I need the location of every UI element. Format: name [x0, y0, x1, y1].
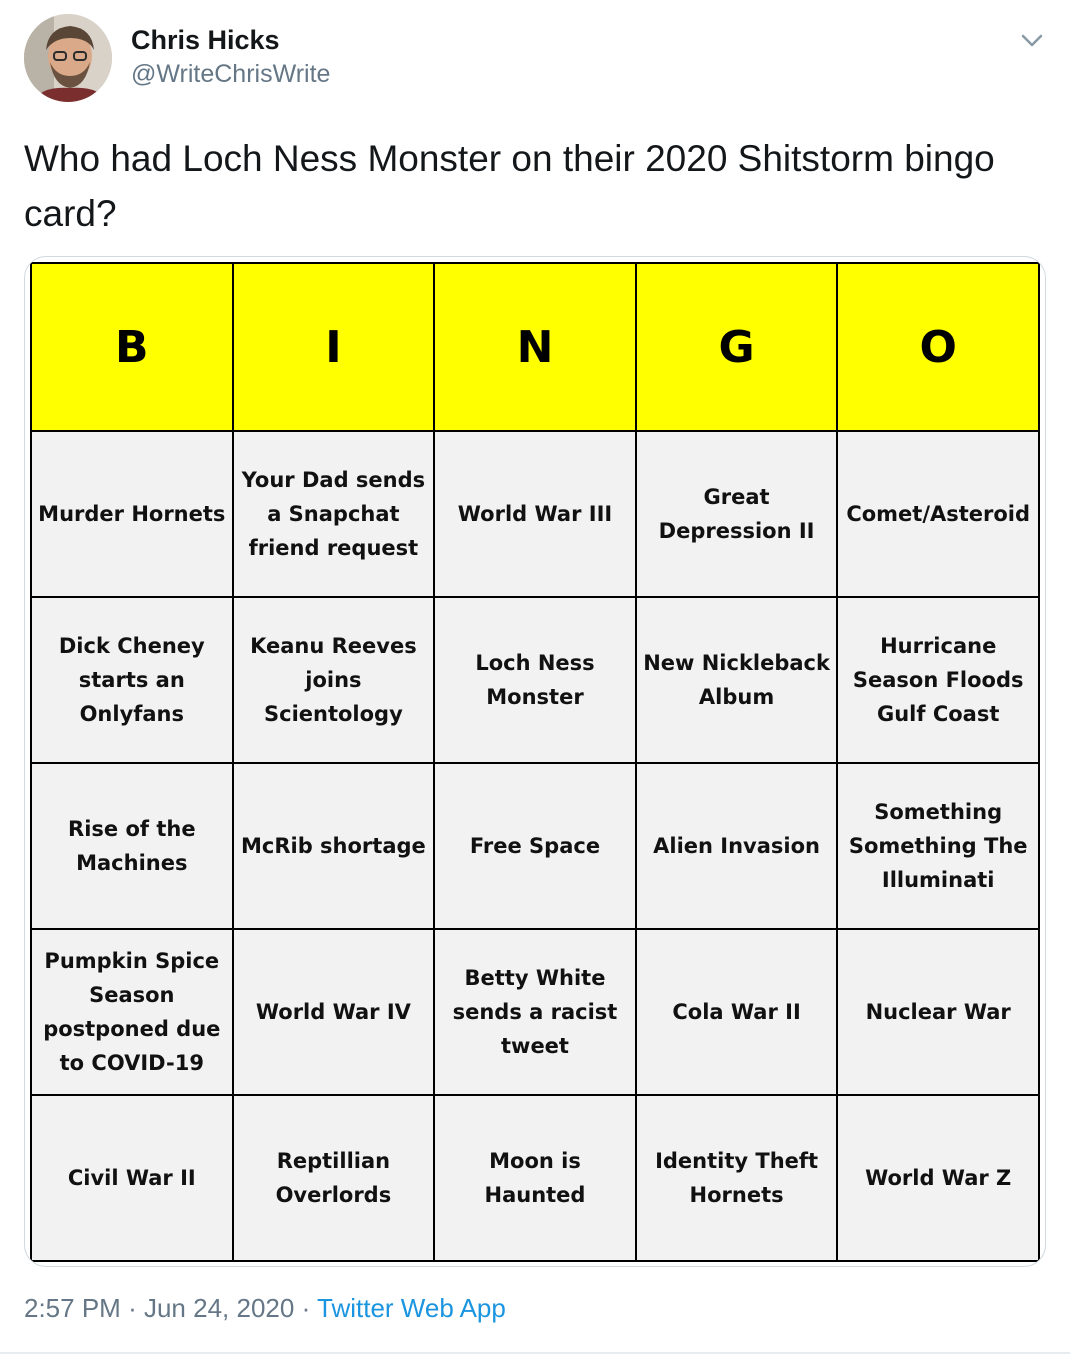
- tweet-date[interactable]: Jun 24, 2020: [143, 1293, 295, 1323]
- meta-separator: ·: [128, 1293, 137, 1323]
- tweet-header: [24, 14, 1054, 106]
- bingo-row: [31, 929, 1039, 1095]
- user-handle[interactable]: @WriteChrisWrite: [131, 60, 331, 88]
- tweet-text: Who had Loch Ness Monster on their 2020 Shitstorm bingo card?: [24, 138, 995, 234]
- bingo-cell: Free Space: [434, 763, 636, 929]
- bingo-cell: Loch Ness Monster: [434, 597, 636, 763]
- bingo-cell: World War Z: [837, 1095, 1039, 1261]
- tweet-image[interactable]: [24, 256, 1046, 1267]
- tweet-meta: [24, 1288, 506, 1328]
- bingo-cell: Reptillian Overlords: [233, 1095, 435, 1261]
- bingo-card: [30, 262, 1040, 1262]
- bingo-cell: Murder Hornets: [31, 431, 233, 597]
- bingo-row: [31, 597, 1039, 763]
- bingo-cell: McRib shortage: [233, 763, 435, 929]
- bingo-cell: Betty White sends a racist tweet: [434, 929, 636, 1095]
- chevron-down-icon[interactable]: [1018, 26, 1046, 54]
- bingo-cell: Moon is Haunted: [434, 1095, 636, 1261]
- bingo-cell: Something Something The Illuminati: [837, 763, 1039, 929]
- display-name[interactable]: Chris Hicks: [131, 25, 280, 55]
- bingo-cell: Rise of the Machines: [31, 763, 233, 929]
- bingo-cell: World War III: [434, 431, 636, 597]
- bingo-cell: Pumpkin Spice Season postponed due to COVID-19: [31, 929, 233, 1095]
- bingo-header-i: I: [233, 263, 435, 431]
- bingo-cell: New Nickleback Album: [636, 597, 838, 763]
- divider: [0, 1352, 1070, 1354]
- meta-separator: ·: [301, 1293, 311, 1323]
- bingo-cell: Cola War II: [636, 929, 838, 1095]
- bingo-cell: World War IV: [233, 929, 435, 1095]
- avatar[interactable]: [24, 14, 112, 102]
- bingo-cell: Civil War II: [31, 1095, 233, 1261]
- bingo-row: [31, 431, 1039, 597]
- bingo-header-g: G: [636, 263, 838, 431]
- bingo-cell: Comet/Asteroid: [837, 431, 1039, 597]
- bingo-cell: Nuclear War: [837, 929, 1039, 1095]
- bingo-cell: Identity Theft Hornets: [636, 1095, 838, 1261]
- bingo-cell: Your Dad sends a Snapchat friend request: [233, 431, 435, 597]
- source-link[interactable]: Twitter Web App: [317, 1293, 506, 1323]
- bingo-header-b: B: [31, 263, 233, 431]
- tweet-time[interactable]: 2:57 PM: [24, 1293, 121, 1323]
- bingo-cell: Hurricane Season Floods Gulf Coast: [837, 597, 1039, 763]
- bingo-header-row: [31, 263, 1039, 431]
- bingo-row: [31, 1095, 1039, 1261]
- bingo-row: [31, 763, 1039, 929]
- bingo-cell: Alien Invasion: [636, 763, 838, 929]
- bingo-header-n: N: [434, 263, 636, 431]
- bingo-cell: Dick Cheney starts an Onlyfans: [31, 597, 233, 763]
- bingo-cell: Great Depression II: [636, 431, 838, 597]
- bingo-header-o: O: [837, 263, 1039, 431]
- bingo-cell: Keanu Reeves joins Scientology: [233, 597, 435, 763]
